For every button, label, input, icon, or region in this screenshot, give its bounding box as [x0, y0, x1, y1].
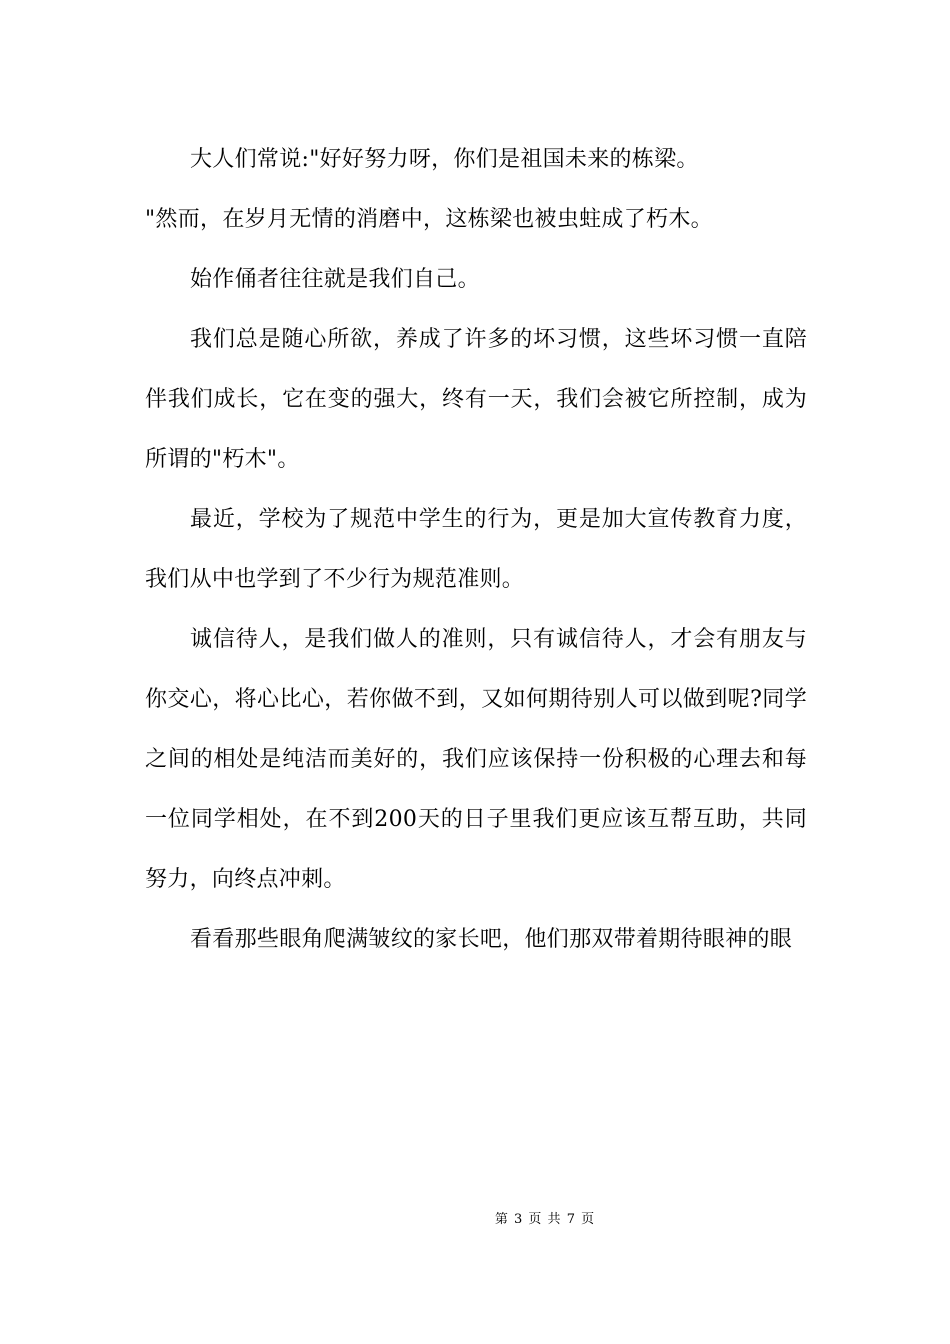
paragraph-2: "然而，在岁月无情的消磨中，这栋梁也被虫蛀成了朽木。 — [145, 207, 713, 232]
page-number-footer: 第 3 页 共 7 页 — [494, 1212, 596, 1227]
paragraph-4: 我们总是随心所欲，养成了许多的坏习惯，这些坏习惯一直陪伴我们成长，它在变的强大，终有一天，我们会被它所控制，成为所谓的"朽木"。 — [145, 327, 807, 472]
paragraph-5: 最近，学校为了规范中学生的行为，更是加大宣传教育力度，我们从中也学到了不少行为规范准则。 — [145, 507, 807, 592]
document-body — [145, 130, 807, 970]
paragraph-3: 始作俑者往往就是我们自己。 — [190, 267, 480, 292]
paragraph-7: 看看那些眼角爬满皱纹的家长吧，他们那双带着期待眼神的眼 — [190, 927, 793, 952]
paragraph-6: 诚信待人，是我们做人的准则，只有诚信待人，才会有朋友与你交心，将心比心，若你做不到，又如何期待别人可以做到呢?同学之间的相处是纯洁而美好的，我们应该保持一份积极的心理去和每一位同学相处，在不到200天的日子里我们更应该互帮互助，共同努力，向终点冲刺。 — [145, 627, 807, 892]
paragraph-1: 大人们常说:"好好努力呀，你们是祖国未来的栋梁。 — [190, 147, 699, 172]
